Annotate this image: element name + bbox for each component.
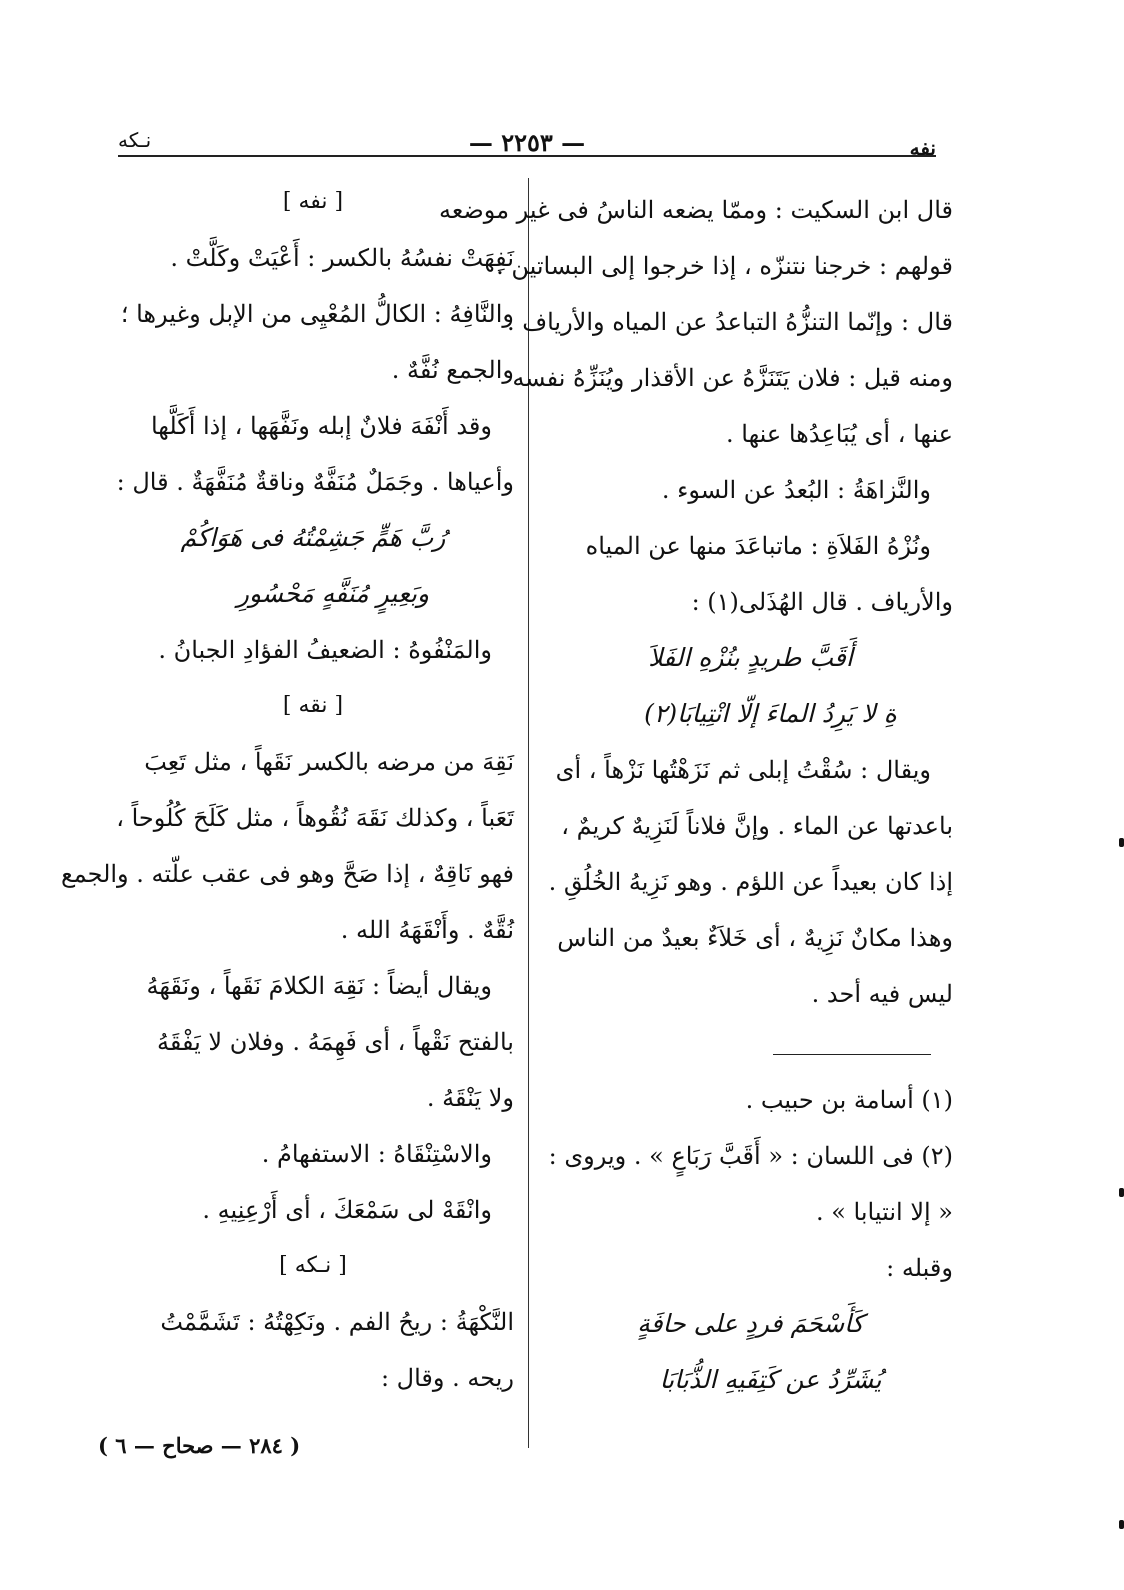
footnote: « إلا انتيابا » . [815,1198,953,1226]
header-right-word: نفه [909,136,936,160]
verse-line: ةِ لا يَرِدُ الماءَ إلّا انْتِيابَا(٢) [644,699,897,728]
entry-heading: [ نـكه ] [279,1253,347,1278]
paragraph-start: ويقال أيضاً : نَقِهَ الكلامَ نَقَهاً ، ونَقَهَهُ [146,972,492,1000]
paragraph-start: وقد أَنْفَهَ فلانٌ إبله ونَفَّهَها ، إذا أَكَلَّها [150,412,492,440]
header-left-word: نـكه [118,128,152,152]
page-number: — ٢٢٥٣ — [468,128,586,157]
footnote-rule [548,1022,953,1072]
page-edge-mark [1119,838,1124,847]
text-line: قال ابن السكيت : وممّا يضعه الناسُ فى غير موضعه [438,196,953,224]
text-line: والأرياف . قال الهُذَلى(١) : [691,588,953,616]
text-line: بالفتح نَقْهاً ، أى فَهِمَهُ . وفلان لا يَفْقَهُ [156,1028,514,1056]
verse-line: أَقَبَّ طريدٍ بنُزْهِ الفَلاَ [648,643,853,672]
verse-line: رُبَّ هَمٍّ جَشِمْتُهُ فى هَوَاكُمْ [180,523,446,552]
text-line: نَفِهَتْ نفسُهُ بالكسر : أَعْيَتْ وكَلَّتْ . [170,244,514,272]
text-line: ولا يَنْقَهُ . [426,1084,514,1112]
text-line: إذا كان بعيداً عن اللؤم . وهو نَزِيهُ الخُلُقِ . [548,868,953,896]
page-footer: ( ٢٨٤ — صحاح — ٦ ) [98,1433,301,1458]
text-line: والنَّافِهُ : الكالُّ المُعْيِى من الإبل وغيرها ؛ [120,300,514,328]
text-line: ليس فيه أحد . [811,980,953,1008]
paragraph-start: وانْقَهْ لى سَمْعَكَ ، أى أَرْعِنِيهِ . [202,1196,492,1224]
text-line: والجمع نُفَّهٌ . [391,356,514,384]
footnote: (١) أسامة بن حبيب . [745,1086,953,1114]
verse-line: يُشَرِّدُ عن كَتِفَيهِ الذُّبَابَا [659,1365,882,1394]
text-line: نُقَّهٌ . وأَنْقَهَهُ الله . [340,916,514,944]
text-line: وأعياها . وجَمَلٌ مُنَفَّهٌ وناقةٌ مُنَفَّهَةٌ . قال : [116,468,514,496]
verse-line: وبَعِيرٍ مُنَفَّهٍ مَحْسُورِ [236,579,430,608]
text-line: قولهم : خرجنا نتنزّه ، إذا خرجوا إلى البساتين . [496,252,953,280]
page-edge-mark [1119,1188,1124,1197]
paragraph-start: والاسْتِنْقَاهُ : الاستفهامُ . [261,1140,492,1168]
text-line: النَّكْهَةُ : ريحُ الفم . ونَكِهْتُهُ : تَشَمَّمْتُ [160,1308,514,1336]
text-line: باعدتها عن الماء . وإنَّ فلاناً لَنَزِيهٌ كريمٌ ، [561,812,953,840]
entry-heading: [ نقه ] [282,693,344,718]
text-line: قال : وإنّما التنزُّهُ التباعدُ عن المياه والأرياف . [506,308,953,336]
footnote: وقبله : [886,1254,953,1282]
paragraph-start: والمَنْفُوهُ : الضعيفُ الفؤادِ الجبانُ . [158,636,492,664]
paragraph-start: ويقال : سُقْتُ إبلى ثم نَزَهْتُها نَزْهاً ، أى [555,756,931,784]
text-line: ومنه قيل : فلان يَتَنَزَّهُ عن الأقذار ويُنَزِّهُ نفسه [512,364,953,392]
header-rule [118,155,936,157]
paragraph-start: ونُزْهُ الفَلاَةِ : ماتباعَدَ منها عن المياه [585,532,931,560]
text-line: ريحه . وقال : [380,1364,514,1392]
text-line: تَعَباً ، وكذلك نَقَهَ نُقُوهاً ، مثل كَلَحَ كُلُوحاً ، [116,804,514,832]
paragraph-start: والنَّزاهَةُ : البُعدُ عن السوء . [661,476,931,504]
text-line: نَقِهَ من مرضه بالكسر نَقَهاً ، مثل تَعِبَ [144,748,514,776]
text-line: عنها ، أى يُبَاعِدُها عنها . [726,420,953,448]
verse-line: كَأَسْحَمَ فردٍ على حافَةٍ [637,1309,864,1338]
text-line: وهذا مكانٌ نَزِيهٌ ، أى خَلاَءٌ بعيدٌ من الناس [557,924,953,952]
left-column [60,174,514,1406]
entry-heading: [ نفه ] [282,189,344,214]
footnote: (٢) فى اللسان : « أَقَبَّ رَبَاعٍ » . ويروى : [548,1142,953,1170]
page-edge-mark [1119,1520,1124,1529]
text-line: فهو نَاقِهٌ ، إذا صَحَّ وهو فى عقب علّته . والجمع [60,860,514,888]
